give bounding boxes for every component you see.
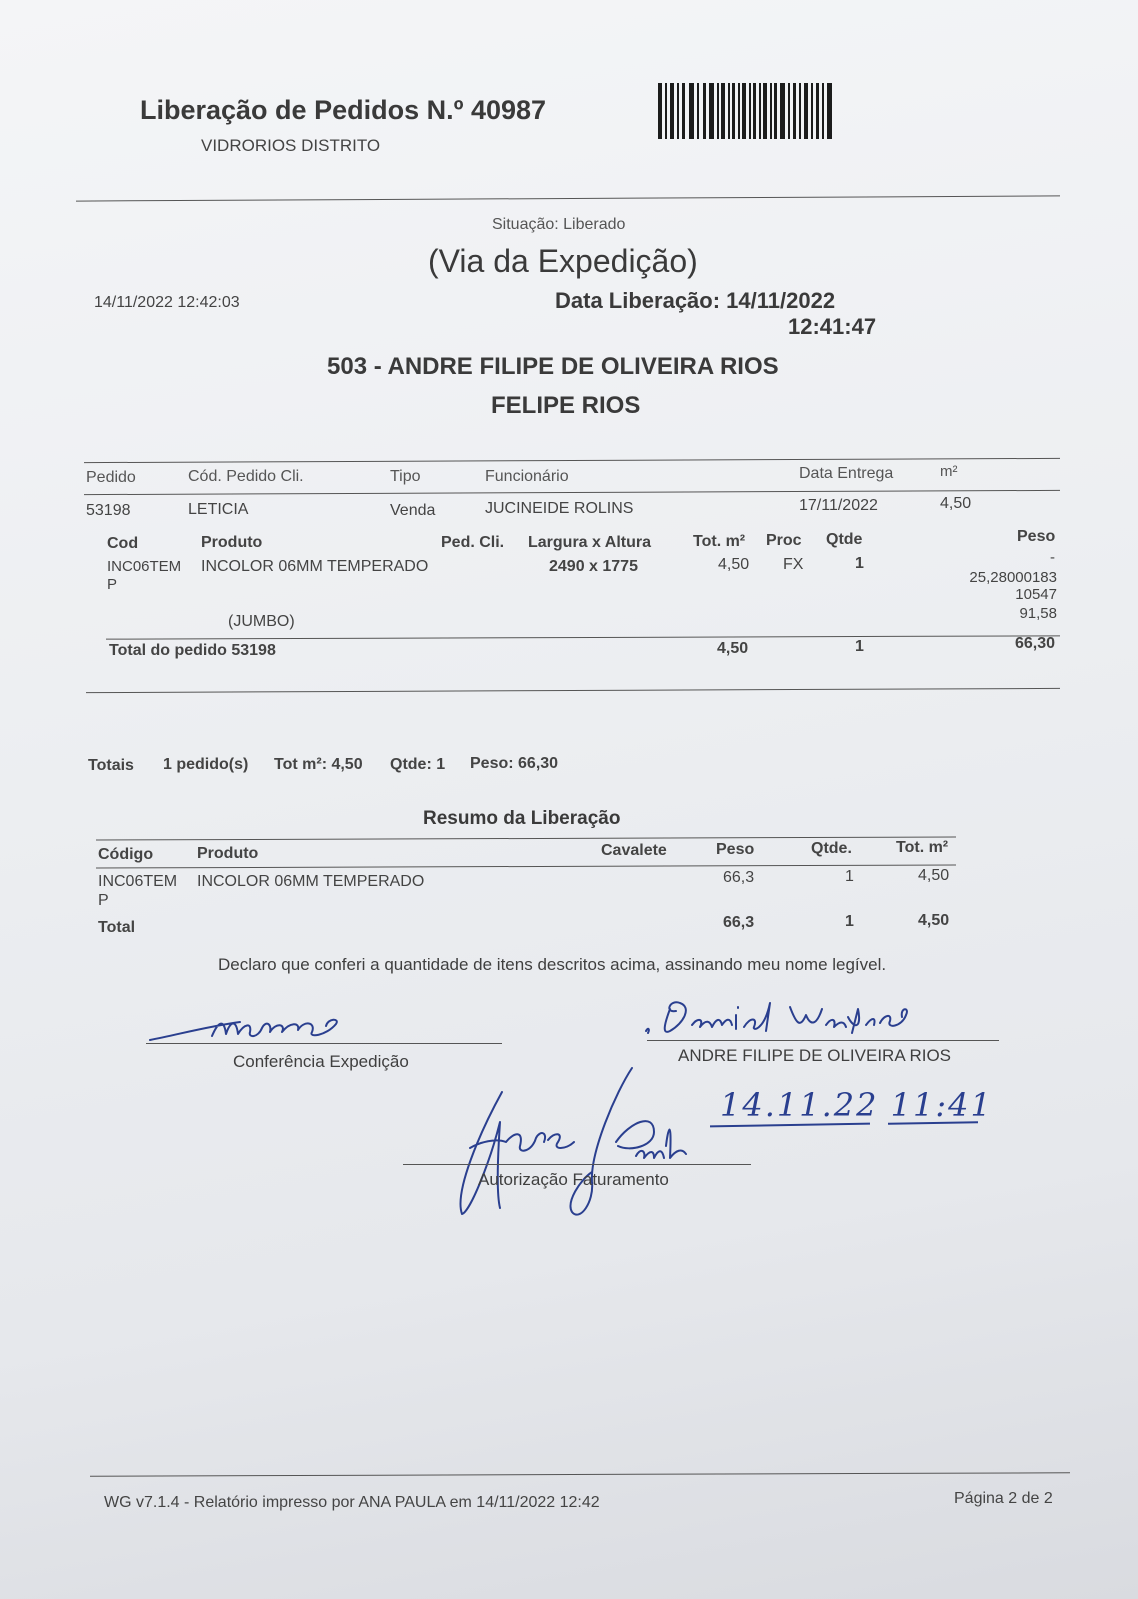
header-row-divider [84, 490, 1060, 495]
item-header-qtde: Qtde [826, 531, 863, 548]
summary-header-qtde: Qtde. [811, 840, 852, 857]
item-header-proc: Proc [766, 532, 802, 549]
client-signature-label: ANDRE FILIPE DE OLIVEIRA RIOS [678, 1046, 952, 1065]
item-header-peso: Peso [1017, 528, 1056, 545]
summary-header-divider [96, 864, 956, 868]
summary-codigo-line1: INC06TEM [98, 873, 178, 890]
col-header-m2: m² [940, 463, 958, 480]
item-header-produto: Produto [201, 534, 263, 551]
summary-qtde: 1 [845, 868, 854, 885]
row-pedido: 53198 [86, 502, 131, 519]
totals-pedidos: 1 pedido(s) [163, 756, 249, 773]
handwritten-date: 14.11.22 11:41 [720, 1086, 993, 1124]
summary-title: Resumo da Liberação [423, 808, 621, 829]
client-signature-line [647, 1040, 999, 1041]
summary-tot-m2: 4,50 [918, 867, 950, 884]
release-time: 12:41:47 [788, 314, 877, 339]
conferencia-signature-icon [140, 1008, 370, 1048]
summary-header-produto: Produto [197, 845, 259, 862]
order-total-m2: 4,50 [717, 640, 749, 657]
row-cod-pedido-cli: LETICIA [188, 501, 249, 518]
col-header-pedido: Pedido [86, 469, 136, 486]
autorizacao-signature-icon [440, 1062, 700, 1222]
item-proc: FX [783, 556, 804, 573]
summary-total-label: Total [98, 919, 136, 936]
document-title: Liberação de Pedidos N.º 40987 [140, 95, 547, 125]
totals-tot-m2: Tot m²: 4,50 [274, 756, 363, 773]
item-total-divider [106, 635, 1060, 639]
item-peso-line1: 25,28000183 [969, 569, 1057, 586]
summary-header-codigo: Código [98, 846, 154, 863]
item-produto: INCOLOR 06MM TEMPERADO [201, 558, 429, 575]
col-header-tipo: Tipo [390, 468, 421, 485]
item-header-ped-cli: Ped. Cli. [441, 534, 505, 551]
company-name: VIDRORIOS DISTRITO [201, 136, 381, 155]
handwritten-time-underline [888, 1121, 978, 1125]
release-date: Data Liberação: 14/11/2022 [555, 288, 836, 313]
item-tot-m2: 4,50 [718, 556, 750, 573]
summary-total-tot-m2: 4,50 [918, 912, 950, 929]
print-timestamp: 14/11/2022 12:42:03 [94, 294, 240, 311]
item-header-largura-altura: Largura x Altura [528, 534, 651, 551]
item-dimensions: 2490 x 1775 [549, 558, 638, 575]
copy-label: (Via da Expedição) [428, 243, 698, 279]
barcode-icon [658, 83, 834, 139]
col-header-funcionario: Funcionário [485, 468, 569, 485]
client-name: 503 - ANDRE FILIPE DE OLIVEIRA RIOS [327, 353, 779, 380]
row-data-entrega: 17/11/2022 [799, 497, 878, 514]
item-cod-line1: INC06TEM [107, 558, 182, 575]
summary-produto: INCOLOR 06MM TEMPERADO [197, 873, 425, 890]
footer-printed-by: WG v7.1.4 - Relatório impresso por ANA PAULA em 14/11/2022 12:42 [104, 1494, 600, 1511]
order-total-qtde: 1 [855, 638, 864, 655]
autorizacao-signature-line [403, 1164, 751, 1165]
row-funcionario: JUCINEIDE ROLINS [485, 500, 634, 517]
order-table-bottom-divider [86, 688, 1060, 693]
summary-peso: 66,3 [723, 869, 755, 886]
summary-header-tot-m2: Tot. m² [896, 839, 949, 856]
item-peso-line3: 91,58 [1019, 605, 1057, 622]
row-tipo: Venda [390, 502, 436, 519]
client-signature-icon [640, 995, 930, 1041]
table-top-divider [84, 458, 1060, 463]
client-nickname: FELIPE RIOS [491, 392, 641, 419]
autorizacao-label: Autorização Faturamento [478, 1170, 669, 1189]
item-peso-dash: - [1050, 549, 1055, 566]
item-header-cod: Cod [107, 535, 139, 552]
conferencia-label: Conferência Expedição [233, 1052, 409, 1071]
footer-divider [90, 1472, 1070, 1476]
totals-label: Totais [88, 757, 134, 774]
item-cod-line2: P [107, 576, 118, 593]
order-total-peso: 66,30 [1015, 635, 1056, 652]
footer-page-number: Página 2 de 2 [954, 1490, 1053, 1507]
summary-header-peso: Peso [716, 841, 755, 858]
totals-qtde: Qtde: 1 [390, 756, 446, 773]
summary-header-cavalete: Cavalete [601, 842, 667, 859]
summary-total-qtde: 1 [845, 913, 854, 930]
status-text: Situação: Liberado [492, 216, 626, 233]
order-total-label: Total do pedido 53198 [109, 642, 276, 659]
item-header-tot-m2: Tot. m² [693, 533, 746, 550]
row-m2: 4,50 [940, 495, 972, 512]
item-produto-extra: (JUMBO) [228, 613, 295, 630]
col-header-cod-pedido-cli: Cód. Pedido Cli. [188, 468, 304, 485]
totals-peso: Peso: 66,30 [470, 755, 559, 772]
summary-codigo-line2: P [98, 892, 109, 909]
summary-total-peso: 66,3 [723, 914, 755, 931]
conferencia-signature-line [146, 1043, 502, 1044]
item-qtde: 1 [855, 555, 864, 572]
item-peso-line2: 10547 [1015, 586, 1057, 603]
declaration-text: Declaro que conferi a quantidade de itens descritos acima, assinando meu nome legível. [218, 955, 887, 974]
col-header-data-entrega: Data Entrega [799, 465, 894, 482]
header-divider [76, 195, 1060, 201]
